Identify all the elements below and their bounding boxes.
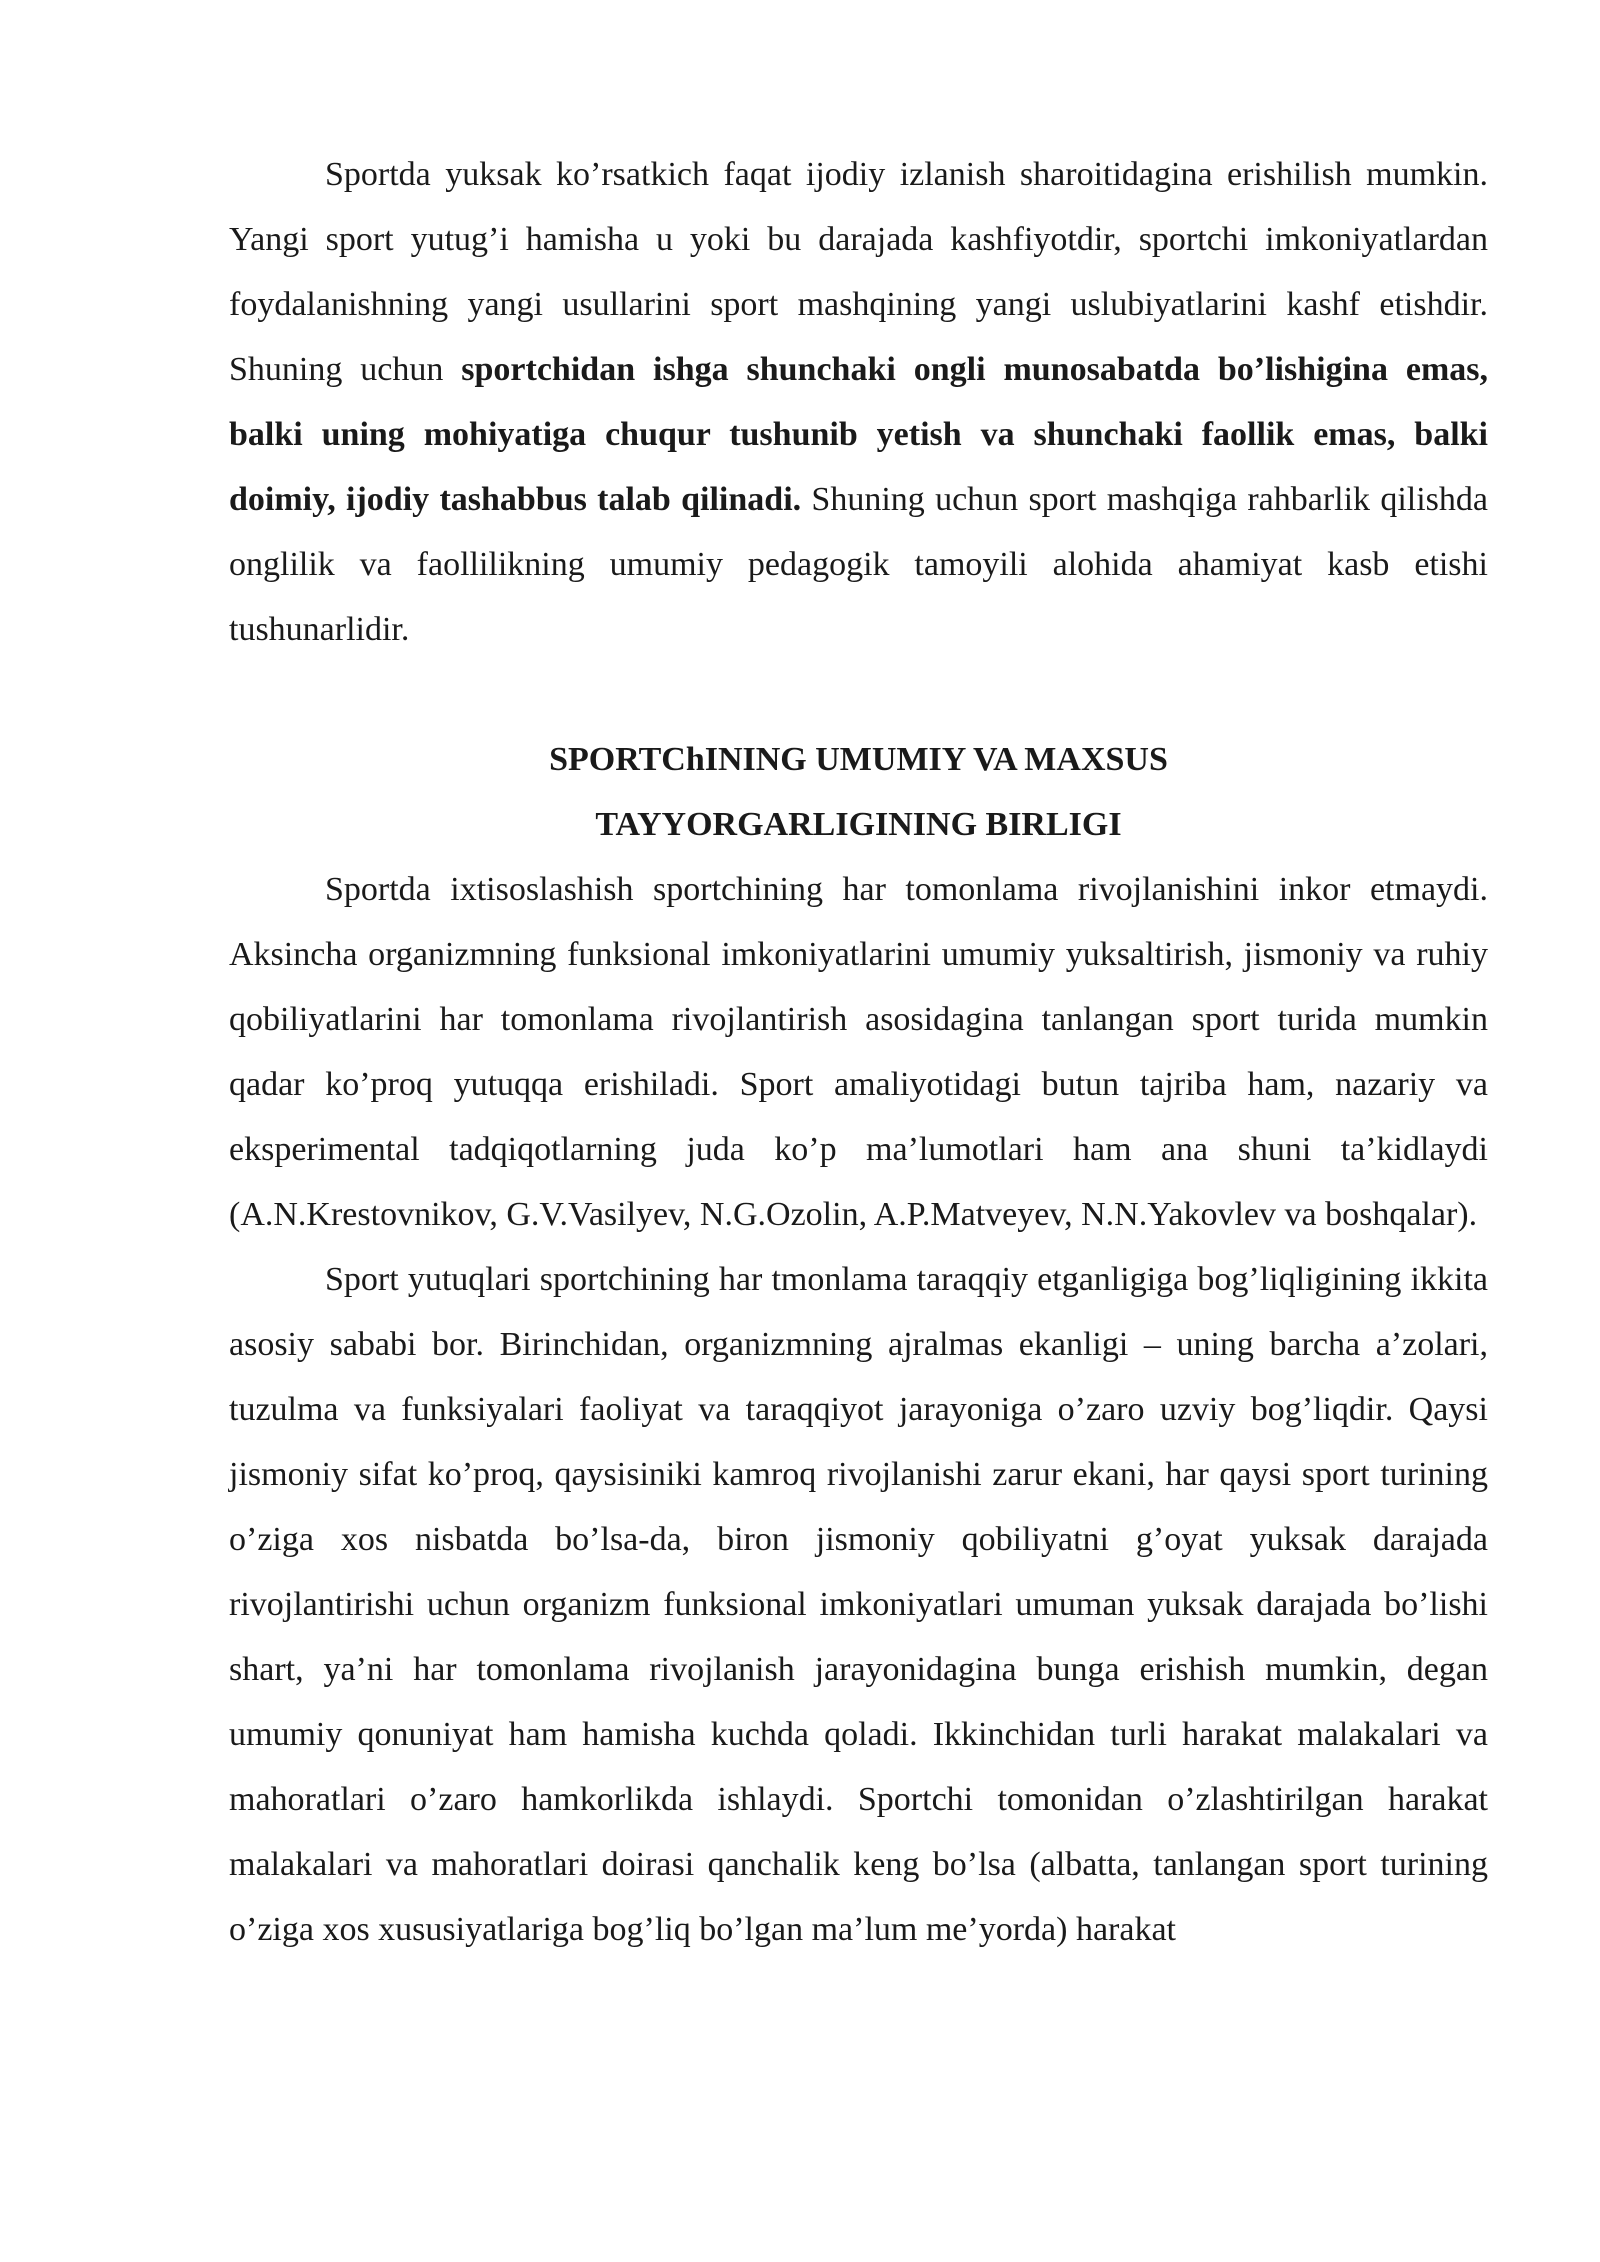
section-heading bbox=[229, 727, 1488, 857]
section-heading-line-1: SPORTChINING UMUMIY VA MAXSUS bbox=[549, 741, 1168, 778]
paragraph-1-outro: Shuning uchun sport mashqiga rahbarlik qilishda onglilik va faollilikning umumiy pedagogik tamoyili alohida ahamiyat kasb etishi tushunarlidir. bbox=[229, 481, 1488, 648]
section-gap bbox=[229, 662, 1488, 727]
paragraph-1-intro: Sportda yuksak ko’rsatkich faqat ijodiy izlanish sharoitidagina erishilish mumkin. Yangi sport yutug’i hamisha u yoki bu darajada kashfiyotdir, sportchi imkoniyatlardan foydalanishning yangi usullarini sport mashqining yangi uslubiyatlarini kashf etishdir. Shuning uchun bbox=[229, 156, 1488, 388]
paragraph-specialization: Sportda ixtisoslashish sportchining har tomonlama rivojlanishini inkor etmaydi. Aksincha organizmning funksional imkoniyatlarini umumiy yuksaltirish, jismoniy va ruhiy qobiliyatlarini har tomonlama rivojlantirish asosidagina tanlangan sport turida mumkin qadar ko’proq yutuqqa erishiladi. Sport amaliyotidagi butun tajriba ham, nazariy va eksperimental tadqiqotlarning juda ko’p ma’lumotlari ham ana shuni ta’kidlaydi (A.N.Krestovnikov, G.V.Vasilyev, N.G.Ozolin, A.P.Matveyev, N.N.Yakovlev va boshqalar). bbox=[229, 871, 1488, 1233]
section-heading-line-2: TAYYORGARLIGINING BIRLIGI bbox=[595, 806, 1122, 843]
paragraph-sport-achievements: Sport yutuqlari sportchining har tmonlama taraqqiy etganligiga bog’liqligining ikkita asosiy sababi bor. Birinchidan, organizmning ajralmas ekanligi – uning barcha a’zolari, tuzulma va funksiyalari faoliyat va taraqqiyot jarayoniga o’zaro uzviy bog’liqdir. Qaysi jismoniy sifat ko’proq, qaysisiniki kamroq rivojlanishi zarur ekani, har qaysi sport turining o’ziga xos nisbatda bo’lsa-da, biron jismoniy qobiliyatni g’oyat yuksak darajada rivojlantirishi uchun organizm funksional imkoniyatlari umuman yuksak darajada bo’lishi shart, ya’ni har tomonlama rivojlanish jarayonidagina bunga erishish mumkin, degan umumiy qonuniyat ham hamisha kuchda qoladi. Ikkinchidan turli harakat malakalari va mahoratlari o’zaro hamkorlikda ishlaydi. Sportchi tomonidan o’zlashtirilgan harakat malakalari va mahoratlari doirasi qanchalik keng bo’lsa (albatta, tanlangan sport turining o’ziga xos xususiyatlariga bog’liq bo’lgan ma’lum me’yorda) harakat bbox=[229, 1261, 1488, 1948]
paragraph-creative-search bbox=[229, 142, 1488, 662]
paragraph-1-bold: sportchidan ishga shunchaki ongli munosabatda bo’lishigina emas, balki uning mohiyatiga chuqur tushunib yetish va shunchaki faollik emas, balki doimiy, ijodiy tashabbus talab qilinadi. bbox=[229, 351, 1488, 518]
document-page bbox=[229, 142, 1488, 1962]
